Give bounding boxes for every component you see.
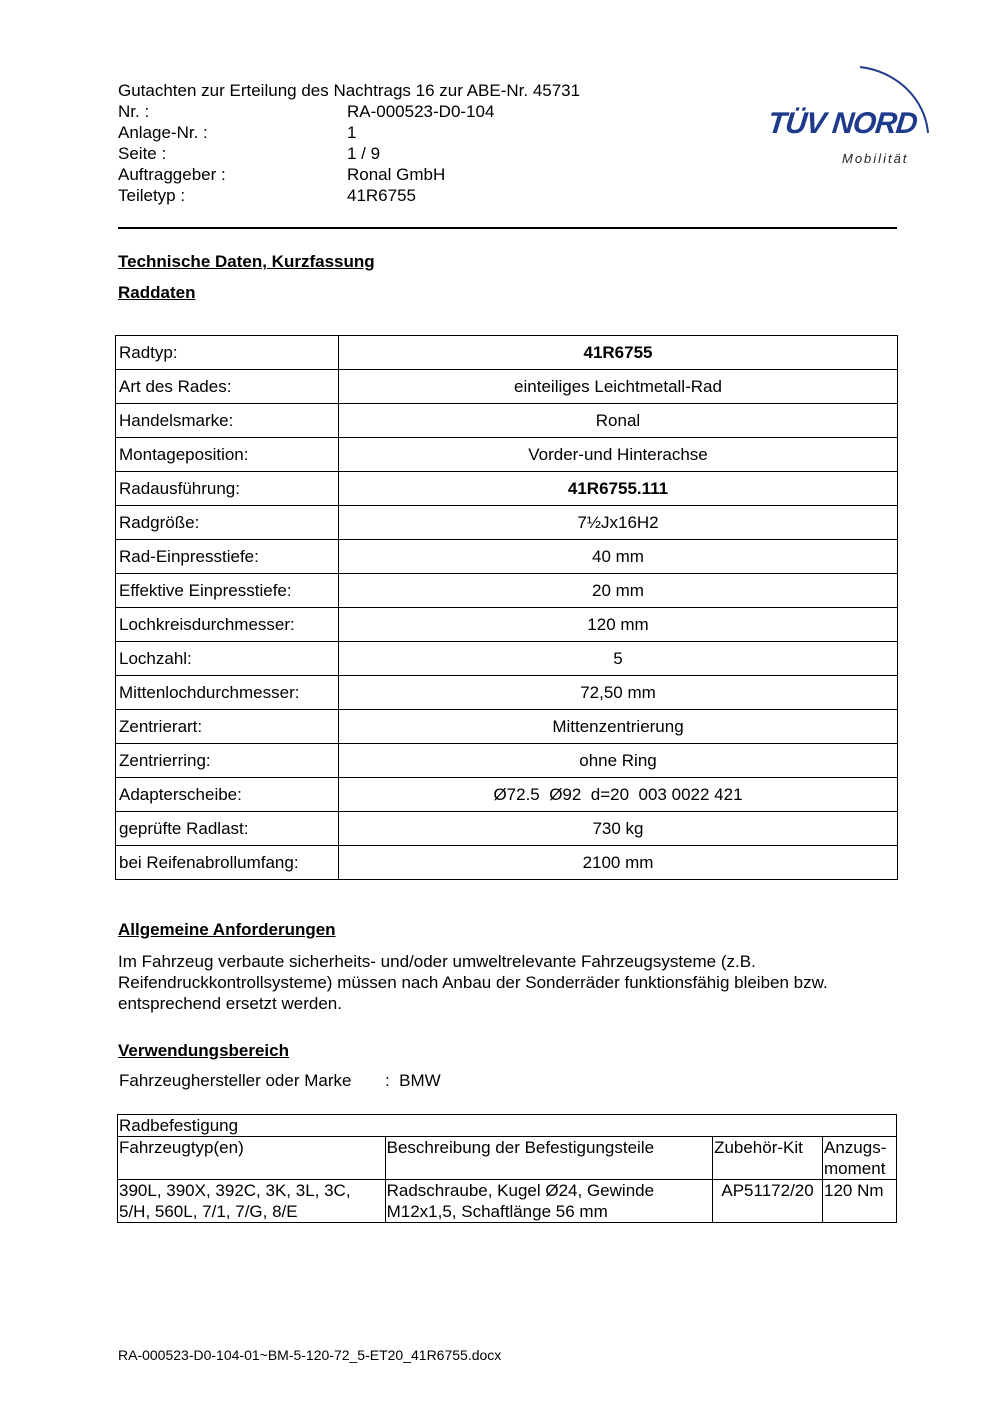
hersteller-line: [119, 1071, 441, 1091]
table-row: [116, 676, 898, 710]
table-row: [116, 744, 898, 778]
raddaten-table: [115, 335, 898, 880]
row-value: 5: [339, 642, 898, 676]
table-title: Radbefestigung: [118, 1115, 897, 1137]
row-value: Vorder-und Hinterachse: [339, 438, 898, 472]
row-key: Lochkreisdurchmesser:: [116, 608, 339, 642]
table-title-row: [118, 1115, 897, 1137]
table-cell: 390L, 390X, 392C, 3K, 3L, 3C, 5/H, 560L, 7/1, 7/G, 8/E: [118, 1180, 386, 1223]
table-row: [116, 710, 898, 744]
column-header: Fahrzeugtyp(en): [118, 1137, 386, 1180]
row-value: Ronal: [339, 404, 898, 438]
table-row: [116, 574, 898, 608]
row-key: Mittenlochdurchmesser:: [116, 676, 339, 710]
header-row-seite: [118, 143, 580, 164]
row-key: Effektive Einpresstiefe:: [116, 574, 339, 608]
row-key: Radtyp:: [116, 336, 339, 370]
table-row: [118, 1180, 897, 1223]
section-heading-verwendung: Verwendungsbereich: [118, 1041, 289, 1060]
section-heading-tech: Technische Daten, Kurzfassung: [118, 252, 375, 271]
hersteller-value: : BMW: [385, 1071, 441, 1090]
table-row: [116, 506, 898, 540]
row-value: 41R6755: [339, 336, 898, 370]
header-value: 1: [347, 123, 357, 142]
column-header: Beschreibung der Befestigungsteile: [385, 1137, 712, 1180]
allgemein-paragraph: Im Fahrzeug verbaute sicherheits- und/oder umweltrelevante Fahrzeugsysteme (z.B. Reifendruckkontrollsysteme) müssen nach Anbau der Sonderräder funktionsfähig bleiben bzw. entsprechend ersetzt werden.: [118, 952, 828, 1013]
table-row: [116, 404, 898, 438]
logo-wordmark: TÜV NORD: [766, 107, 919, 140]
row-value: 41R6755.111: [339, 472, 898, 506]
table-row: [116, 846, 898, 880]
header-row-anlage: [118, 122, 580, 143]
footer-filename: RA-000523-D0-104-01~BM-5-120-72_5-ET20_41R6755.docx: [118, 1347, 502, 1363]
table-row: [116, 642, 898, 676]
header-row-nr: [118, 101, 580, 122]
header-key: Auftraggeber :: [118, 165, 226, 184]
row-key: Zentrierring:: [116, 744, 339, 778]
table-row: [116, 472, 898, 506]
table-cell: AP51172/20: [713, 1180, 823, 1223]
header-key: Seite :: [118, 144, 167, 163]
table-row: [116, 778, 898, 812]
row-value: einteiliges Leichtmetall-Rad: [339, 370, 898, 404]
header-key: Anlage-Nr. :: [118, 123, 208, 142]
row-value: 20 mm: [339, 574, 898, 608]
header-row-auftraggeber: [118, 164, 580, 185]
column-header: Zubehör-Kit: [713, 1137, 823, 1180]
row-value: 2100 mm: [339, 846, 898, 880]
logo-subtitle: Mobilität: [842, 151, 909, 166]
header-value: Ronal GmbH: [347, 165, 446, 184]
document-header: [118, 80, 580, 206]
row-key: geprüfte Radlast:: [116, 812, 339, 846]
row-key: Art des Rades:: [116, 370, 339, 404]
section-heading-raddaten: Raddaten: [118, 283, 196, 302]
header-row-teiletyp: [118, 185, 580, 206]
row-key: Lochzahl:: [116, 642, 339, 676]
row-key: Montageposition:: [116, 438, 339, 472]
header-divider: [118, 227, 897, 229]
table-cell: Radschraube, Kugel Ø24, Gewinde M12x1,5, Schaftlänge 56 mm: [385, 1180, 712, 1223]
row-value: 120 mm: [339, 608, 898, 642]
row-value: 40 mm: [339, 540, 898, 574]
row-key: Radausführung:: [116, 472, 339, 506]
header-key: Teiletyp :: [118, 186, 186, 205]
row-key: Handelsmarke:: [116, 404, 339, 438]
radbefestigung-table: [117, 1114, 897, 1223]
header-value: 41R6755: [347, 186, 417, 205]
row-key: bei Reifenabrollumfang:: [116, 846, 339, 880]
table-row: [116, 336, 898, 370]
row-value: ohne Ring: [339, 744, 898, 778]
table-row: [116, 540, 898, 574]
header-value: 1 / 9: [347, 144, 381, 163]
table-row: [116, 438, 898, 472]
row-key: Rad-Einpresstiefe:: [116, 540, 339, 574]
column-header: Anzugs-moment: [823, 1137, 897, 1180]
table-cell: 120 Nm: [823, 1180, 897, 1223]
header-value: RA-000523-D0-104: [347, 102, 495, 121]
report-title: Gutachten zur Erteilung des Nachtrags 16 zur ABE-Nr. 45731: [118, 81, 581, 100]
row-key: Zentrierart:: [116, 710, 339, 744]
table-row: [116, 812, 898, 846]
row-value: 730 kg: [339, 812, 898, 846]
table-row: [116, 608, 898, 642]
header-key: Nr. :: [118, 102, 150, 121]
tuev-nord-logo: [760, 55, 950, 175]
section-heading-allgemein: Allgemeine Anforderungen: [118, 920, 336, 939]
row-key: Radgröße:: [116, 506, 339, 540]
row-value: Mittenzentrierung: [339, 710, 898, 744]
row-value: 7½Jx16H2: [339, 506, 898, 540]
table-row: [116, 370, 898, 404]
hersteller-label: Fahrzeughersteller oder Marke: [119, 1071, 352, 1090]
row-value: Ø72.5 Ø92 d=20 003 0022 421: [339, 778, 898, 812]
row-key: Adapterscheibe:: [116, 778, 339, 812]
table-header-row: [118, 1137, 897, 1180]
row-value: 72,50 mm: [339, 676, 898, 710]
